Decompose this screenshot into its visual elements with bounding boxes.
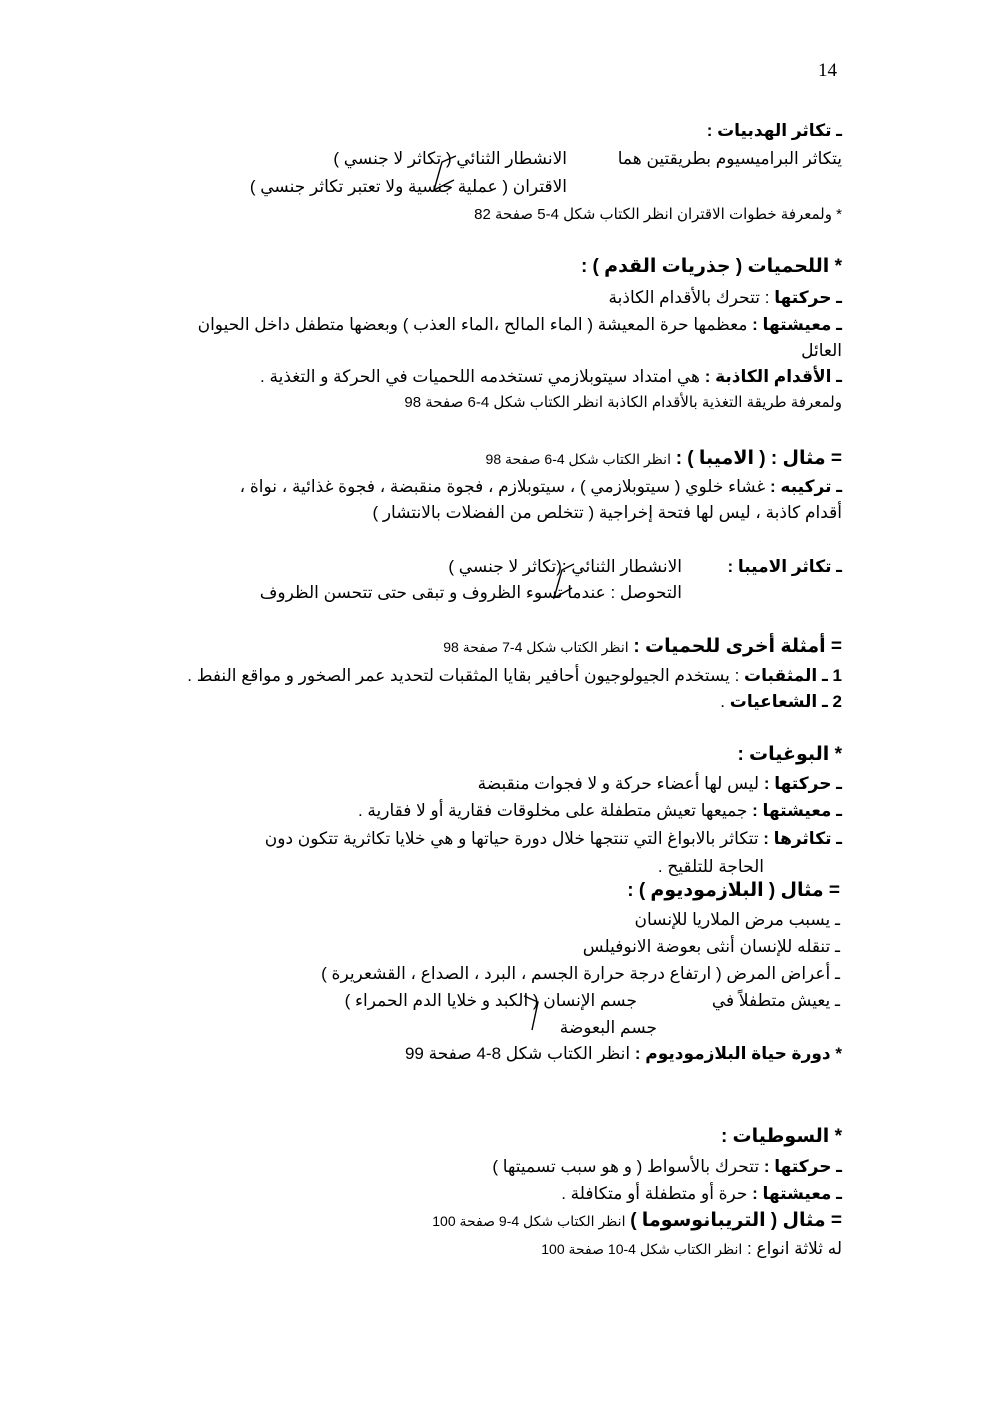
amoeba-example: = مثال : ( الاميبا ) : انظر الكتاب شكل 4-6 صفحة 98 [485, 448, 842, 469]
lahmiyat-ref: ولمعرفة طريقة التغذية بالأقدام الكاذبة انظر الكتاب شكل 4-6 صفحة 98 [404, 394, 842, 411]
bawghiyat-habitat: ـ معيشتها : جميعها تعيش متطفلة على مخلوقات فقارية أو لا فقارية . [357, 801, 842, 820]
plasmodium-b4-start: ـ يعيش متطفلاً في [711, 991, 840, 1010]
plasmodium-cycle: * دورة حياة البلازموديوم : انظر الكتاب شكل 8-4 صفحة 99 [404, 1044, 842, 1063]
amoeba-repro-branch1: الانشطار الثنائي :(تكاثر لا جنسي ) [448, 557, 682, 576]
lahmiyat-pseudopod: ـ الأقدام الكاذبة : هي امتداد سيتوبلازمي تستخدمه اللحميات في الحركة و التغذية . [260, 367, 842, 386]
plasmodium-b1: ـ يسبب مرض الملاريا للإنسان [634, 910, 840, 929]
lahmiyat-movement: ـ حركتها : تتحرك بالأقدام الكاذبة [608, 288, 842, 307]
hadbiyat-ref: * ولمعرفة خطوات الاقتران انظر الكتاب شكل 4-5 صفحة 82 [474, 206, 842, 223]
sawtiyat-movement: ـ حركتها : تتحرك بالأسواط ( و هو سبب تسميتها ) [492, 1157, 842, 1176]
hadbiyat-title: ـ تكاثر الهدبيات : [706, 121, 842, 140]
amoeba-repro-label: ـ تكاثر الاميبا : [727, 557, 842, 576]
bawghiyat-repro: ـ تكاثرها : تتكاثر بالابواغ التي تنتجها خلال دورة حياتها و هي خلايا تكاثرية تتكون دون [264, 829, 842, 848]
bawghiyat-repro-cont: الحاجة للتلقيح . [657, 857, 764, 876]
plasmodium-example: = مثال ( البلازموديوم ) : [627, 880, 840, 901]
branch-bracket-icon [540, 560, 580, 604]
branch-bracket-icon [520, 992, 550, 1036]
sawtiyat-title: * السوطيات : [720, 1126, 842, 1147]
bawghiyat-movement: ـ حركتها : ليس لها أعضاء حركة و لا فجوات منقبضة [477, 774, 842, 793]
hadbiyat-branch2: الاقتران ( عملية جنسية ولا تعتبر تكاثر جنسي ) [249, 177, 567, 196]
lahmiyat-title: * اللحميات ( جذريات القدم ) : [580, 256, 842, 277]
plasmodium-b4-branch2: جسم البعوضة [559, 1018, 657, 1037]
hadbiyat-branch1: الانشطار الثنائي ( تكاثر لا جنسي ) [333, 149, 567, 168]
plasmodium-b3: ـ أعراض المرض ( ارتفاع درجة حرارة الجسم ، البرد ، الصداع ، القشعريرة ) [321, 964, 840, 983]
other-examples-item2: 2 ـ الشعاعيات . [720, 692, 842, 711]
hadbiyat-line1-start: يتكاثر البراميسيوم بطريقتين هما [617, 149, 842, 168]
plasmodium-b2: ـ تنقله للإنسان أنثى بعوضة الانوفيلس [582, 937, 840, 956]
lahmiyat-habitat: ـ معيشتها : معظمها حرة المعيشة ( الماء المالح ،الماء العذب ) وبعضها متطفل داخل الحيوان [197, 315, 842, 334]
other-examples-item1: 1 ـ المثقبات : يستخدم الجيولوجيون أحافير بقايا المثقبات لتحديد عمر الصخور و مواقع النفط . [187, 666, 842, 685]
branch-bracket-icon [420, 150, 460, 196]
bawghiyat-title: * البوغيات : [737, 744, 842, 765]
other-examples-title: = أمثلة أخرى للحميات : انظر الكتاب شكل 4-7 صفحة 98 [443, 636, 842, 657]
amoeba-repro-branch2: التحوصل : عندما تسوء الظروف و تبقى حتى تتحسن الظروف [259, 583, 682, 602]
lahmiyat-habitat-cont: العائل [801, 341, 842, 360]
amoeba-structure: ـ تركيبه : غشاء خلوي ( سيتوبلازمي ) ، سيتوبلازم ، فجوة منقبضة ، فجوة غذائية ، نواة ، [239, 477, 842, 496]
trypanosoma-types: له ثلاثة انواع : انظر الكتاب شكل 4-10 صفحة 100 [541, 1239, 842, 1258]
amoeba-structure-cont: أقدام كاذبة ، ليس لها فتحة إخراجية ( تتخلص من الفضلات بالانتشار ) [372, 503, 842, 522]
trypanosoma-example: = مثال ( التريبانوسوما ) انظر الكتاب شكل 4-9 صفحة 100 [432, 1210, 842, 1231]
plasmodium-b4-branch1: جسم الإنسان ( الكبد و خلايا الدم الحمراء ) [344, 991, 637, 1010]
sawtiyat-habitat: ـ معيشتها : حرة أو متطفلة أو متكافلة . [561, 1184, 842, 1203]
page-number: 14 [818, 60, 837, 81]
